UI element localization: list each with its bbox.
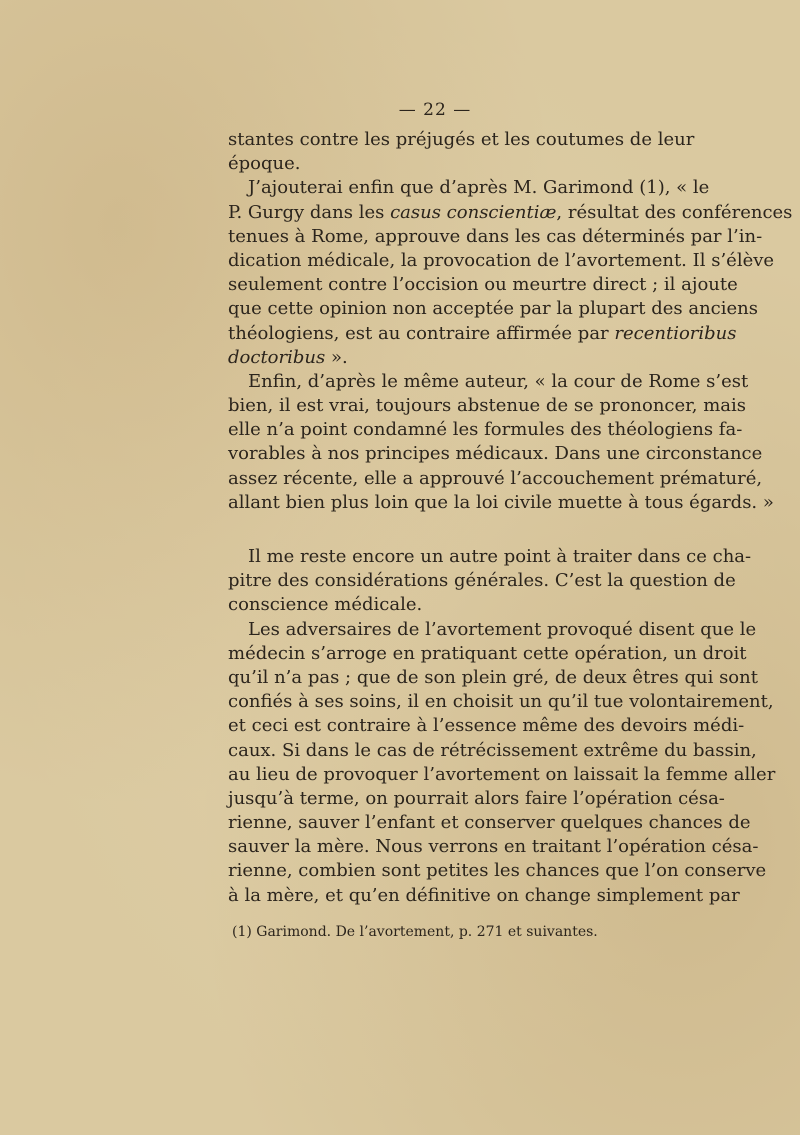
text-line: pitre des considérations générales. C’est la question de [228,570,736,592]
text-line: caux. Si dans le cas de rétrécissement extrême du bassin, [228,739,757,761]
text-line: stantes contre les préjugés et les coutumes de leur [228,129,695,150]
text-line: théologiens, est au contraire affirmée par recentioribus [228,322,737,344]
text-block [228,100,793,942]
text-line: seulement contre l’occision ou meurtre direct ; il ajoute [228,274,738,296]
text-line: qu’il n’a pas ; que de son plein gré, de deux êtres qui sont [228,666,758,688]
text-line: au lieu de provoquer l’avortement on laissait la femme aller [228,763,776,785]
text-line: elle n’a point condamné les formules des théologiens fa- [228,419,743,441]
text-line: Les adversaires de l’avortement provoqué disent que le [248,618,757,640]
text-line: tenues à Rome, approuve dans les cas déterminés par l’in- [228,225,763,247]
text-line: Il me reste encore un autre point à traiter dans ce cha- [248,546,752,567]
text-line: rienne, sauver l’enfant et conserver quelques chances de [228,812,751,834]
text-line: bien, il est vrai, toujours abstenue de se prononcer, mais [228,395,747,417]
text-line: assez récente, elle a approuvé l’accouchement prématuré, [228,467,763,489]
text-line: dication médicale, la provocation de l’avortement. Il s’élève [228,249,775,271]
text-line: à la mère, et qu’en définitive on change simplement par [228,884,740,906]
text-line: Enfin, d’après le même auteur, « la cour de Rome s’est [248,370,749,392]
text-line: allant bien plus loin que la loi civile muette à tous égards. » [228,491,774,513]
text-line: rienne, combien sont petites les chances que l’on conserve [228,860,767,882]
footnote: (1) Garimond. De l’avortement, p. 271 et suivantes. [232,923,598,940]
text-line: confiés à ses soins, il en choisit un qu’il tue volontairement, [228,691,774,713]
paragraph [228,128,695,176]
page-number: — 22 — [398,100,472,120]
text-line: vorables à nos principes médicaux. Dans une circonstance [228,443,763,465]
paragraph [228,618,776,908]
text-line: P. Gurgy dans les casus conscientiæ, résultat des conférences [228,201,793,223]
paragraph [228,176,793,370]
text-line: et ceci est contraire à l’essence même des devoirs médi- [228,715,745,737]
text-line: jusqu’à terme, on pourrait alors faire l’opération césa- [228,787,725,809]
paragraph [228,370,774,515]
text-line: médecin s’arroge en pratiquant cette opération, un droit [228,642,747,664]
text-line: J’ajouterai enfin que d’après M. Garimond (1), « le [248,177,710,199]
text-line: époque. [228,153,301,175]
text-line: que cette opinion non acceptée par la plupart des anciens [228,298,759,320]
text-line: conscience médicale. [228,594,423,616]
paragraph [228,545,752,618]
text-line: sauver la mère. Nous verrons en traitant l’opération césa- [228,836,759,858]
paragraph-gap [228,515,684,545]
text-line: doctoribus ». [228,346,348,368]
